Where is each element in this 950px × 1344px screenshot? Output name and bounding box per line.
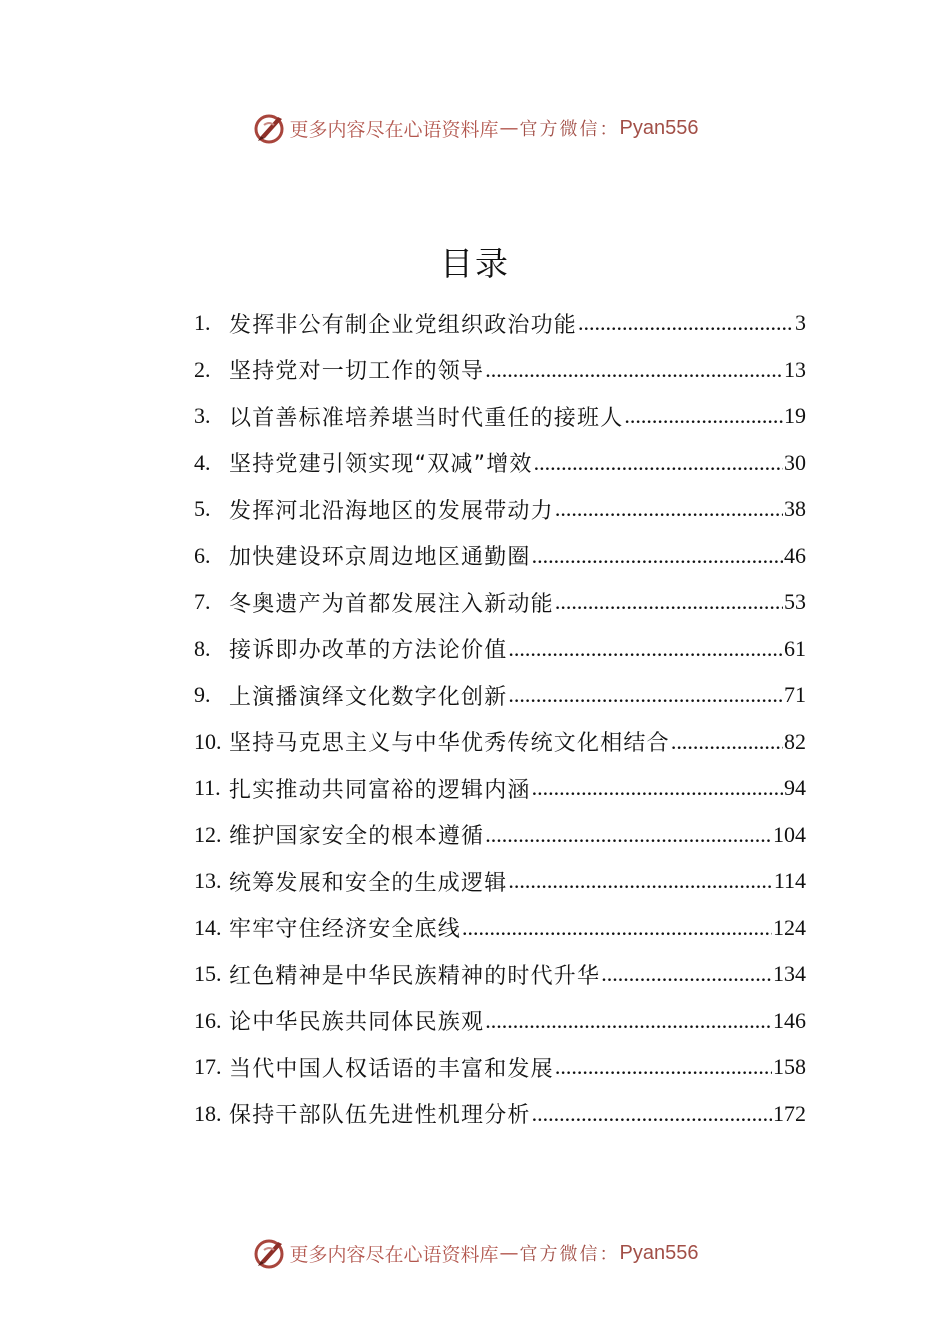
toc-entry-number: 16. (194, 1007, 222, 1033)
toc-entry-page: 82 (784, 728, 806, 754)
toc-entry-title: 扎实推动共同富裕的逻辑内涵 (229, 777, 531, 803)
toc-entry-number: 10. (194, 728, 222, 754)
banner-text: 更多内容尽在心语资料库 (289, 118, 499, 141)
toc-entry-title: 加快建设环京周边地区通勤圈 (229, 545, 531, 571)
toc-leader-dots (485, 822, 772, 848)
toc-entry-number: 9. (194, 682, 211, 708)
toc-entry[interactable] (194, 951, 806, 998)
toc-entry[interactable] (194, 672, 806, 719)
toc-leader-dots (532, 775, 783, 801)
toc-entry[interactable] (194, 765, 806, 812)
toc-entry[interactable] (194, 1091, 806, 1138)
toc-entry[interactable] (194, 440, 806, 487)
toc-leader-dots (555, 496, 783, 522)
toc-leader-dots (534, 450, 783, 476)
toc-entry-page: 172 (773, 1100, 806, 1126)
banner-wechat-id: Pyan556 (619, 116, 699, 139)
banner-wechat-id: Pyan556 (619, 1241, 699, 1264)
toc-entry[interactable] (194, 905, 806, 952)
toc-leader-dots (671, 729, 783, 755)
toc-entry-number: 1. (194, 310, 211, 336)
toc-entry-number: 12. (194, 821, 222, 847)
toc-leader-dots (508, 636, 783, 662)
toc-entry[interactable] (194, 626, 806, 673)
banner-subtitle: 官方微信： (519, 119, 620, 140)
toc-leader-dots (555, 589, 783, 615)
toc-entry-page: 146 (773, 1007, 806, 1033)
banner-subtitle: 官方微信： (519, 1244, 620, 1265)
toc-entry-page: 94 (784, 775, 806, 801)
toc-entry-number: 6. (194, 542, 211, 568)
toc-leader-dots (624, 403, 783, 429)
toc-entry[interactable] (194, 347, 806, 394)
toc-entry[interactable] (194, 486, 806, 533)
toc-entry[interactable] (194, 812, 806, 859)
toc-entry[interactable] (194, 1044, 806, 1091)
toc-entry[interactable] (194, 393, 806, 440)
toc-entry-number: 13. (194, 868, 222, 894)
toc-entry-title: 冬奥遗产为首都发展注入新动能 (229, 591, 554, 617)
toc-entry[interactable] (194, 719, 806, 766)
toc-entry-number: 15. (194, 961, 222, 987)
toc-entry-title: 保持干部队伍先进性机理分析 (229, 1103, 531, 1129)
toc-entry-page: 19 (784, 403, 806, 429)
toc-entry[interactable] (194, 533, 806, 580)
toc-entry[interactable] (194, 579, 806, 626)
header-banner (0, 108, 950, 148)
toc-entry-page: 104 (773, 821, 806, 847)
pen-logo-icon (252, 1236, 286, 1270)
toc-entry-title: 接诉即办改革的方法论价值 (229, 638, 508, 664)
toc-entry[interactable] (194, 998, 806, 1045)
toc-entry-title: 维护国家安全的根本遵循 (229, 824, 485, 850)
toc-leader-dots (532, 1101, 772, 1127)
banner-dash: — (499, 117, 519, 139)
toc-entry-title: 论中华民族共同体民族观 (229, 1010, 485, 1036)
toc-list (194, 300, 806, 1137)
toc-entry-title: 统筹发展和安全的生成逻辑 (229, 870, 508, 896)
toc-entry-number: 18. (194, 1100, 222, 1126)
page-title: 目录 (440, 244, 510, 283)
toc-entry-page: 3 (795, 310, 806, 336)
toc-entry-number: 8. (194, 635, 211, 661)
toc-entry-title: 坚持党对一切工作的领导 (229, 359, 485, 385)
toc-entry-number: 17. (194, 1054, 222, 1080)
toc-entry-number: 14. (194, 914, 222, 940)
banner-dash: — (499, 1242, 519, 1264)
toc-leader-dots (555, 1054, 772, 1080)
toc-leader-dots (485, 1008, 772, 1034)
toc-entry-number: 5. (194, 496, 211, 522)
toc-entry-page: 71 (784, 682, 806, 708)
toc-leader-dots (485, 357, 783, 383)
toc-entry-title: 坚持党建引领实现“双减”增效 (229, 452, 533, 478)
toc-entry-title: 发挥河北沿海地区的发展带动力 (229, 498, 554, 524)
toc-leader-dots (578, 310, 794, 336)
toc-leader-dots (532, 543, 783, 569)
pen-logo-icon (252, 111, 286, 145)
toc-leader-dots (462, 915, 772, 941)
toc-leader-dots (508, 868, 772, 894)
toc-entry-page: 61 (784, 635, 806, 661)
toc-leader-dots (508, 682, 783, 708)
toc-entry-title: 上演播演绎文化数字化创新 (229, 684, 508, 710)
toc-entry-title: 坚持马克思主义与中华优秀传统文化相结合 (229, 731, 670, 757)
toc-entry-page: 46 (784, 542, 806, 568)
toc-entry-title: 红色精神是中华民族精神的时代升华 (229, 963, 601, 989)
toc-entry-page: 53 (784, 589, 806, 615)
toc-entry-page: 158 (773, 1054, 806, 1080)
toc-entry-title: 以首善标准培养堪当时代重任的接班人 (229, 405, 624, 431)
toc-entry[interactable] (194, 300, 806, 347)
toc-entry-page: 124 (773, 914, 806, 940)
toc-entry-page: 38 (784, 496, 806, 522)
toc-entry-page: 114 (773, 868, 806, 894)
toc-entry-number: 4. (194, 449, 211, 475)
toc-entry-title: 当代中国人权话语的丰富和发展 (229, 1056, 554, 1082)
toc-entry-title: 牢牢守住经济安全底线 (229, 917, 462, 943)
toc-entry-number: 11. (194, 775, 221, 801)
toc-entry-number: 2. (194, 356, 211, 382)
toc-entry-page: 134 (773, 961, 806, 987)
toc-entry[interactable] (194, 858, 806, 905)
toc-leader-dots (601, 961, 772, 987)
toc-entry-title: 发挥非公有制企业党组织政治功能 (229, 312, 578, 338)
banner-text: 更多内容尽在心语资料库 (289, 1243, 499, 1266)
toc-entry-number: 7. (194, 589, 211, 615)
toc-entry-number: 3. (194, 403, 211, 429)
toc-entry-page: 13 (784, 356, 806, 382)
toc-entry-page: 30 (784, 449, 806, 475)
footer-banner (0, 1233, 950, 1273)
